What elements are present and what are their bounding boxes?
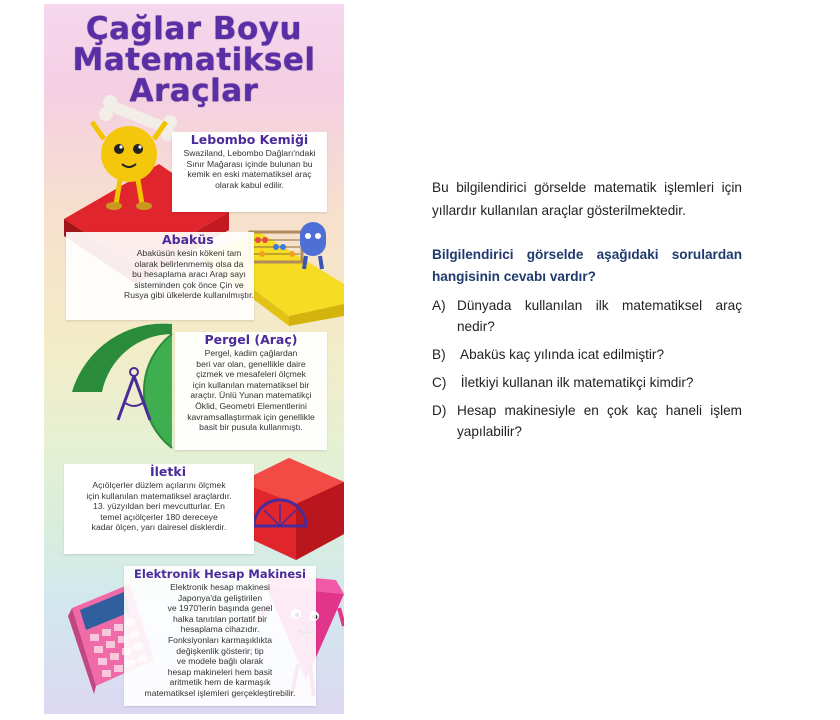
card-text: Elektronik hesap makinesi Japonya'da geliştirilen ve 1970'lerin başında genel halka tanıtılan portatif bir hesaplama cihazıdır. Fonksiyonları karmaşıklıkta değişkenlik gösterir; tip ve modele bağlı olarak hesap makineleri hem basit aritmetik hem de karmaşık matematiksel işlemleri gerçekleştirebilir. [144, 582, 296, 698]
card-text: Pergel, kadim çağlardan beri var olan, genellikle daire çizmek ve mesafeleri ölçmek için kullanılan matematiksel bir araçtır. Ünlü Yunan matematikçi Öklid, Geometri Elementlerini kavramsallaştırmak için genellikle basit bir pusula kullanmıştı. [187, 348, 315, 433]
option-a[interactable] [432, 295, 742, 337]
card-pergel [175, 332, 327, 450]
blue-robot-character [300, 222, 326, 269]
card-text: Abaküsün kesin kökeni tam olarak belirlenmemiş olsa da bu hesaplama aracı Arap sayı sisteminden çok önce Çin ve Rusya gibi ülkelerde kullanılmıştır. [124, 248, 254, 301]
card-lebombo [172, 132, 327, 212]
option-d[interactable] [432, 400, 742, 442]
question-prompt: Bilgilendirici görselde aşağıdaki sorulardan hangisinin cevabı vardır? [432, 247, 742, 284]
red-cube-shape [240, 458, 344, 560]
poster-title: Çağlar Boyu Matematiksel Araçlar [72, 11, 316, 109]
option-letter: D) [432, 403, 447, 418]
green-half-disc-shape [72, 324, 172, 448]
infographic-poster [44, 4, 344, 714]
card-title: Pergel (Araç) [204, 332, 298, 347]
option-b[interactable] [432, 344, 742, 365]
question-block [432, 176, 742, 442]
card-text: Açıölçerler düzlem açılarını ölçmek için kullanılan matematiksel araçlardır. 13. yüzyıldan beri mevcutturlar. En temel açıölçerler 180 dereceye kadar ölçen, yarı dairesel disklerdir. [86, 480, 232, 533]
option-text: İletkiyi kullanan ilk matematikçi kimdir? [460, 375, 694, 390]
option-letter: C) [432, 375, 447, 390]
question-intro: Bu bilgilendirici görselde matematik işlemleri için yıllardır kullanılan araçlar gösterilmektedir. [432, 180, 742, 218]
option-text: Hesap makinesiyle en çok kaç haneli işlem yapılabilir? [457, 403, 742, 439]
option-letter: B) [432, 347, 446, 362]
card-iletki [64, 464, 254, 554]
card-title: Lebombo Kemiği [190, 132, 309, 147]
card-text: Swaziland, Lebombo Dağları'ndaki Sınır Mağarası içinde bulunan bu kemik en eski matematiksel araç olarak kabul edilir. [183, 148, 316, 190]
card-title: Abaküs [162, 232, 214, 247]
card-title: İletki [150, 464, 186, 479]
option-letter: A) [432, 298, 446, 313]
card-hesap-makinesi [124, 566, 316, 706]
option-text: Dünyada kullanılan ilk matematiksel araç nedir? [457, 298, 742, 334]
card-abakus [66, 232, 254, 320]
option-text: Abaküs kaç yılında icat edilmiştir? [460, 347, 665, 362]
card-title: Elektronik Hesap Makinesi [134, 567, 306, 581]
option-c[interactable] [432, 372, 742, 393]
